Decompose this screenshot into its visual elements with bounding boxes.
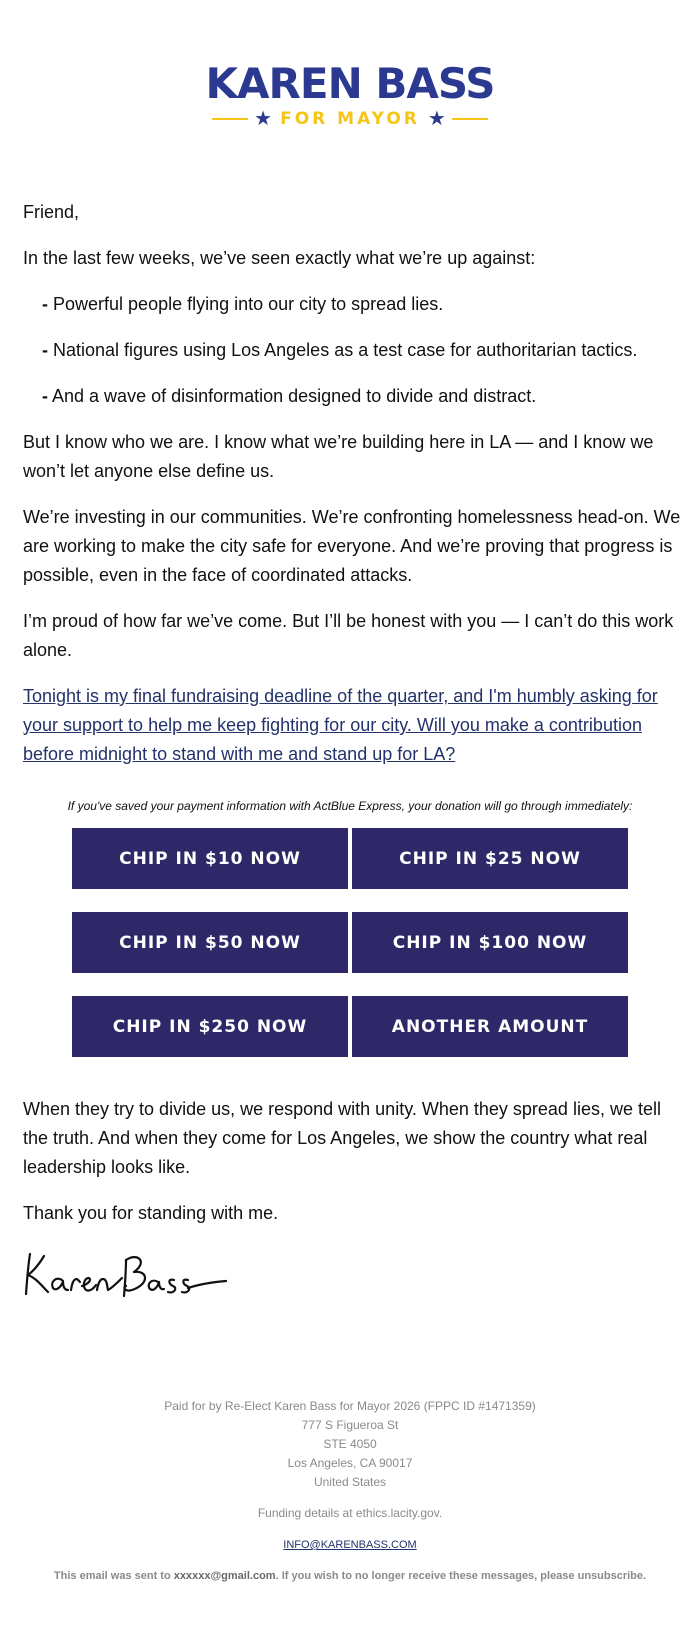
bullet-marker: - (42, 340, 48, 360)
logo-rule-right (452, 118, 488, 120)
logo-name: KAREN BASS (205, 59, 495, 108)
email-body (23, 198, 683, 786)
greeting: Friend, (23, 202, 80, 222)
chip-in-25-button[interactable]: CHIP IN $25 NOW (352, 828, 628, 889)
bullet-item (23, 336, 683, 365)
bullet-marker: - (42, 386, 48, 406)
chip-in-250-button[interactable]: CHIP IN $250 NOW (72, 996, 348, 1057)
bullet-text: And a wave of disinformation designed to divide and distract. (52, 386, 537, 406)
star-icon: ★ (427, 108, 446, 130)
email-closing (23, 1095, 683, 1245)
paid-for-disclaimer: Paid for by Re-Elect Karen Bass for Mayor 2026 (FPPC ID #1471359) (164, 1399, 536, 1413)
logo-subtitle-row (0, 108, 700, 130)
email-footer (0, 1397, 700, 1586)
donate-cta-link[interactable]: Tonight is my final fundraising deadline of the quarter, and I'm humbly asking for your support to help me keep fighting for our city. Will you make a contribution before midnight to stand with me and stand up for LA? (23, 686, 658, 764)
paragraph: But I know who we are. I know what we’re building here in LA — and I know we won’t let anyone else define us. (23, 432, 654, 481)
paragraph: We’re investing in our communities. We’re confronting homelessness head-on. We are working to make the city safe for everyone. And we’re proving that progress is possible, even in the face of coordinated attacks. (23, 507, 681, 585)
contact-email-link[interactable]: INFO@KARENBASS.COM (283, 1539, 417, 1551)
address-line: Los Angeles, CA 90017 (287, 1456, 413, 1470)
bullet-text: Powerful people flying into our city to spread lies. (53, 294, 444, 314)
bullet-item (23, 290, 683, 319)
chip-in-50-button[interactable]: CHIP IN $50 NOW (72, 912, 348, 973)
actblue-express-note: If you've saved your payment information with ActBlue Express, your donation will go through immediately: (67, 799, 633, 813)
karen-bass-signature (22, 1248, 227, 1300)
chip-in-100-button[interactable]: CHIP IN $100 NOW (352, 912, 628, 973)
paragraph: I’m proud of how far we’ve come. But I’ll be honest with you — I can’t do this work alone. (23, 611, 674, 660)
thank-you-line: Thank you for standing with me. (23, 1203, 279, 1223)
address-line: United States (313, 1475, 387, 1489)
star-icon: ★ (254, 108, 273, 130)
closing-paragraph: When they try to divide us, we respond with unity. When they spread lies, we tell the truth. And when they come for Los Angeles, we show the country what real leadership looks like. (23, 1099, 661, 1177)
address-line: 777 S Figueroa St (301, 1418, 399, 1432)
recipient-email: xxxxxx@gmail.com (173, 1570, 276, 1582)
unsubscribe-notice: This email was sent to xxxxxx@gmail.com. If you wish to no longer receive these messages, please unsubscribe. (53, 1570, 647, 1582)
unsubscribe-text[interactable]: . If you wish to no longer receive these messages, please unsubscribe. (275, 1570, 647, 1582)
chip-in-10-button[interactable]: CHIP IN $10 NOW (72, 828, 348, 889)
logo-rule-left (212, 118, 248, 120)
address-line: STE 4050 (323, 1437, 377, 1451)
funding-details: Funding details at ethics.lacity.gov. (257, 1506, 443, 1520)
bullet-text: National figures using Los Angeles as a test case for authoritarian tactics. (53, 340, 638, 360)
campaign-logo (0, 60, 700, 130)
intro-paragraph: In the last few weeks, we’ve seen exactly what we’re up against: (23, 248, 536, 268)
logo-subtitle: FOR MAYOR (280, 109, 420, 129)
bullet-marker: - (42, 294, 48, 314)
another-amount-button[interactable]: ANOTHER AMOUNT (352, 996, 628, 1057)
bullet-item (23, 382, 683, 411)
